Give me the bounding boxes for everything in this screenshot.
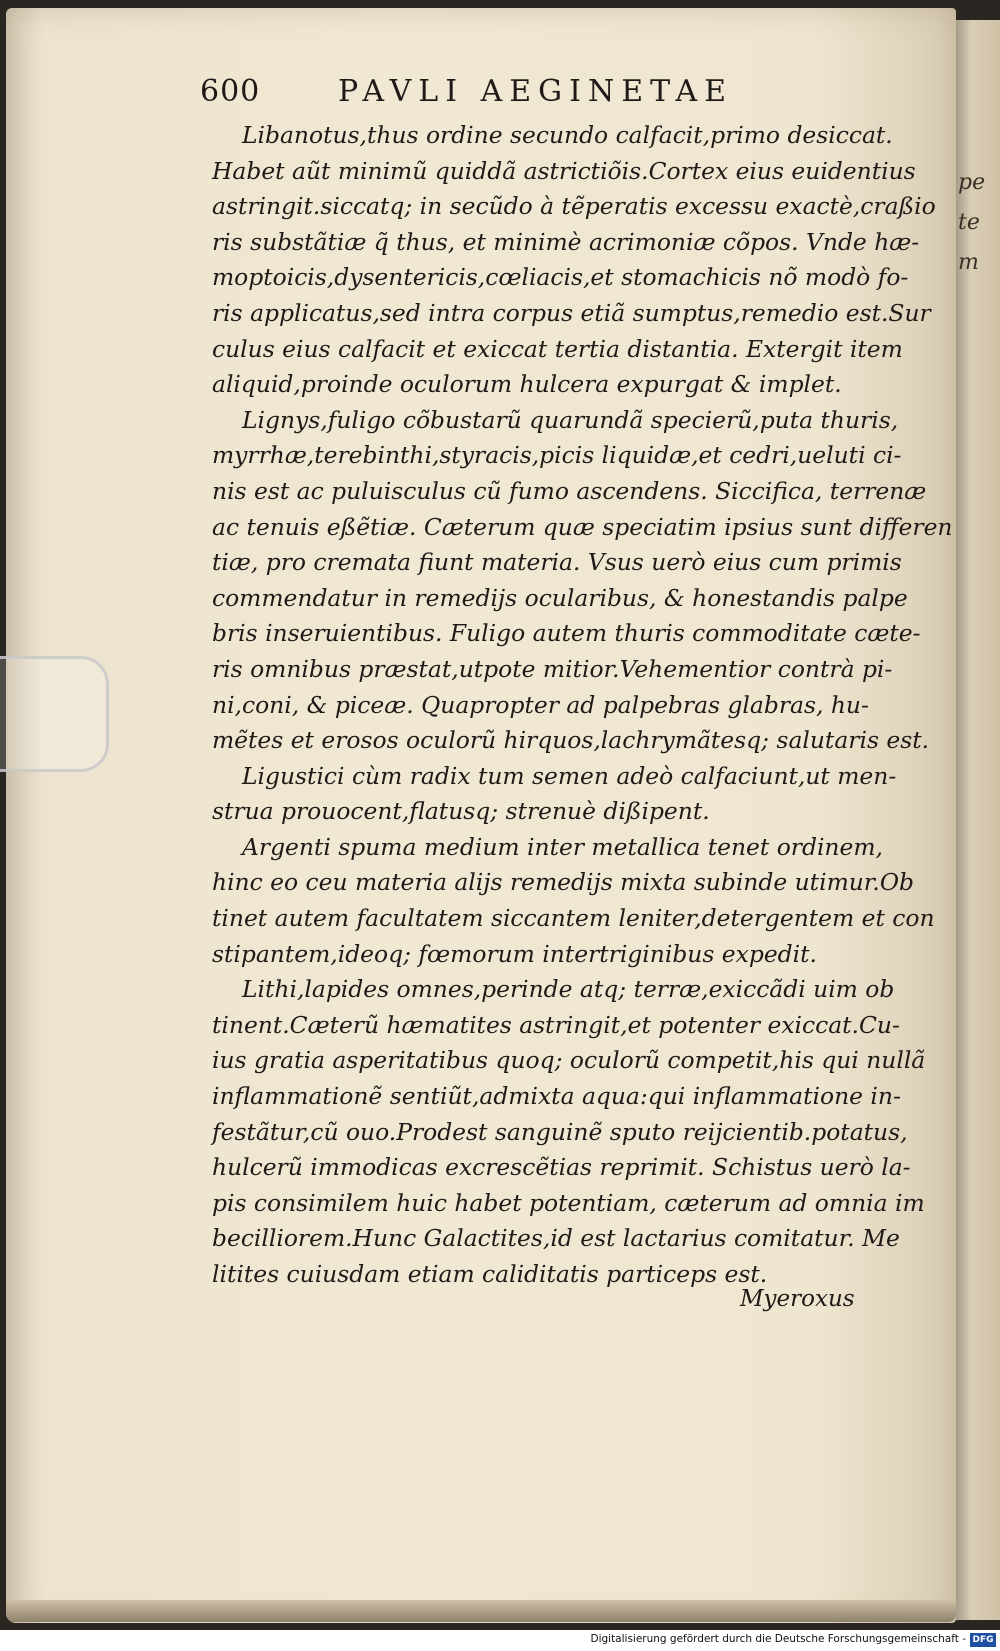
text-line: culus eius calfacit et exiccat tertia distantia. Extergit item (212, 334, 903, 363)
text-line: nis est ac puluisculus cũ fumo ascendens. Siccifica, terrenæ (212, 476, 927, 505)
text-line: festãtur,cũ ouo.Prodest sanguinẽ sputo reijcientib.potatus, (212, 1117, 908, 1146)
facing-page-edge (952, 20, 1000, 1620)
paragraph-ligustici (212, 759, 897, 830)
text-line: pis consimilem huic habet potentiam, cæterum ad omnia im (212, 1188, 925, 1217)
page-clip (0, 656, 109, 772)
text-line: tiæ, pro cremata fiunt materia. Vsus uerò eius cum primis (212, 548, 902, 577)
margin-fragment: pe (958, 170, 986, 195)
paragraph-argenti-spuma (212, 830, 935, 972)
text-line: tinent.Cæterũ hæmatites astringit,et potenter exiccat.Cu- (212, 1010, 900, 1039)
text-line: Habet aũt minimũ quiddã astrictiõis.Cortex eius euidentius (212, 156, 916, 185)
dfg-logo-icon: DFG (970, 1633, 996, 1647)
text-line: bris inseruientibus. Fuligo autem thuris commoditate cæte- (212, 619, 921, 648)
text-line: astringit.siccatq; in secũdo à tẽperatis excessu exactè,craßio (212, 192, 936, 221)
margin-fragment: m (958, 250, 979, 275)
text-line: hulcerũ immodicas excrescẽtias reprimit. Schistus uerò la- (212, 1153, 911, 1182)
margin-fragment: te (958, 210, 980, 235)
text-line: mẽtes et erosos oculorũ hirquos,lachrymãtesq; salutaris est. (212, 726, 930, 755)
text-line: inflammationẽ sentiũt,admixta aqua:qui inflammatione in- (212, 1082, 901, 1111)
text-line: ris omnibus præstat,utpote mitior.Vehementior contrà pi- (212, 654, 893, 683)
text-line: Ligustici cùm radix tum semen adeò calfaciunt,ut men- (242, 761, 897, 790)
text-line: ni,coni, & piceæ. Quapropter ad palpebras glabras, hu- (212, 690, 869, 719)
text-line: litites cuiusdam etiam caliditatis particeps est. (212, 1260, 768, 1288)
text-line: moptoicis,dysentericis,cœliacis,et stomachicis nõ modò fo- (212, 263, 909, 292)
text-line: hinc eo ceu materia alijs remedijs mixta subinde utimur.Ob (212, 868, 915, 897)
page-number: 600 (200, 74, 261, 109)
running-head: PAVLI AEGINETAE (338, 74, 734, 109)
text-line: ac tenuis eßẽtiæ. Cæterum quæ speciatim ipsius sunt differen (212, 512, 953, 541)
page-header (200, 74, 760, 114)
text-line: ris applicatus,sed intra corpus etiã sumptus,remedio est.Sur (212, 298, 931, 327)
text-line: becilliorem.Hunc Galactites,id est lactarius comitatur. Me (212, 1224, 900, 1253)
paragraph-lignys (212, 403, 953, 759)
catchword: Myeroxus (740, 1286, 855, 1312)
body-text (212, 118, 953, 1293)
text-line: strua prouocent,flatusq; strenuè dißipent. (212, 797, 710, 826)
page-bottom-edge (6, 1600, 956, 1622)
footer-bar (0, 1630, 1000, 1651)
text-line: ius gratia asperitatibus quoq; oculorũ competit,his qui nullã (212, 1046, 926, 1075)
paragraph-lithi (212, 972, 926, 1292)
funding-credit: Digitalisierung gefördert durch die Deutsche Forschungsgemeinschaft - (590, 1633, 966, 1645)
text-line: Lithi,lapides omnes,perinde atq; terræ,exiccãdi uim ob (242, 975, 895, 1004)
text-line: myrrhæ,terebinthi,styracis,picis liquidæ,et cedri,ueluti ci- (212, 441, 902, 470)
text-line: commendatur in remedijs ocularibus, & honestandis palpe (212, 583, 908, 612)
text-line: aliquid,proinde oculorum hulcera expurgat & implet. (212, 370, 842, 399)
text-line: stipantem,ideoq; fœmorum intertriginibus expedit. (212, 939, 817, 968)
text-line: Lignys,fuligo cõbustarũ quarundã specierũ,puta thuris, (242, 405, 899, 434)
text-line: Argenti spuma medium inter metallica tenet ordinem, (242, 832, 883, 861)
text-line: Libanotus,thus ordine secundo calfacit,primo desiccat. (242, 121, 893, 149)
text-line: ris substãtiæ q̃ thus, et minimè acrimoniæ cõpos. Vnde hæ- (212, 227, 920, 256)
text-line: tinet autem facultatem siccantem leniter,detergentem et con (212, 904, 935, 933)
paragraph-libanotus (212, 118, 936, 403)
